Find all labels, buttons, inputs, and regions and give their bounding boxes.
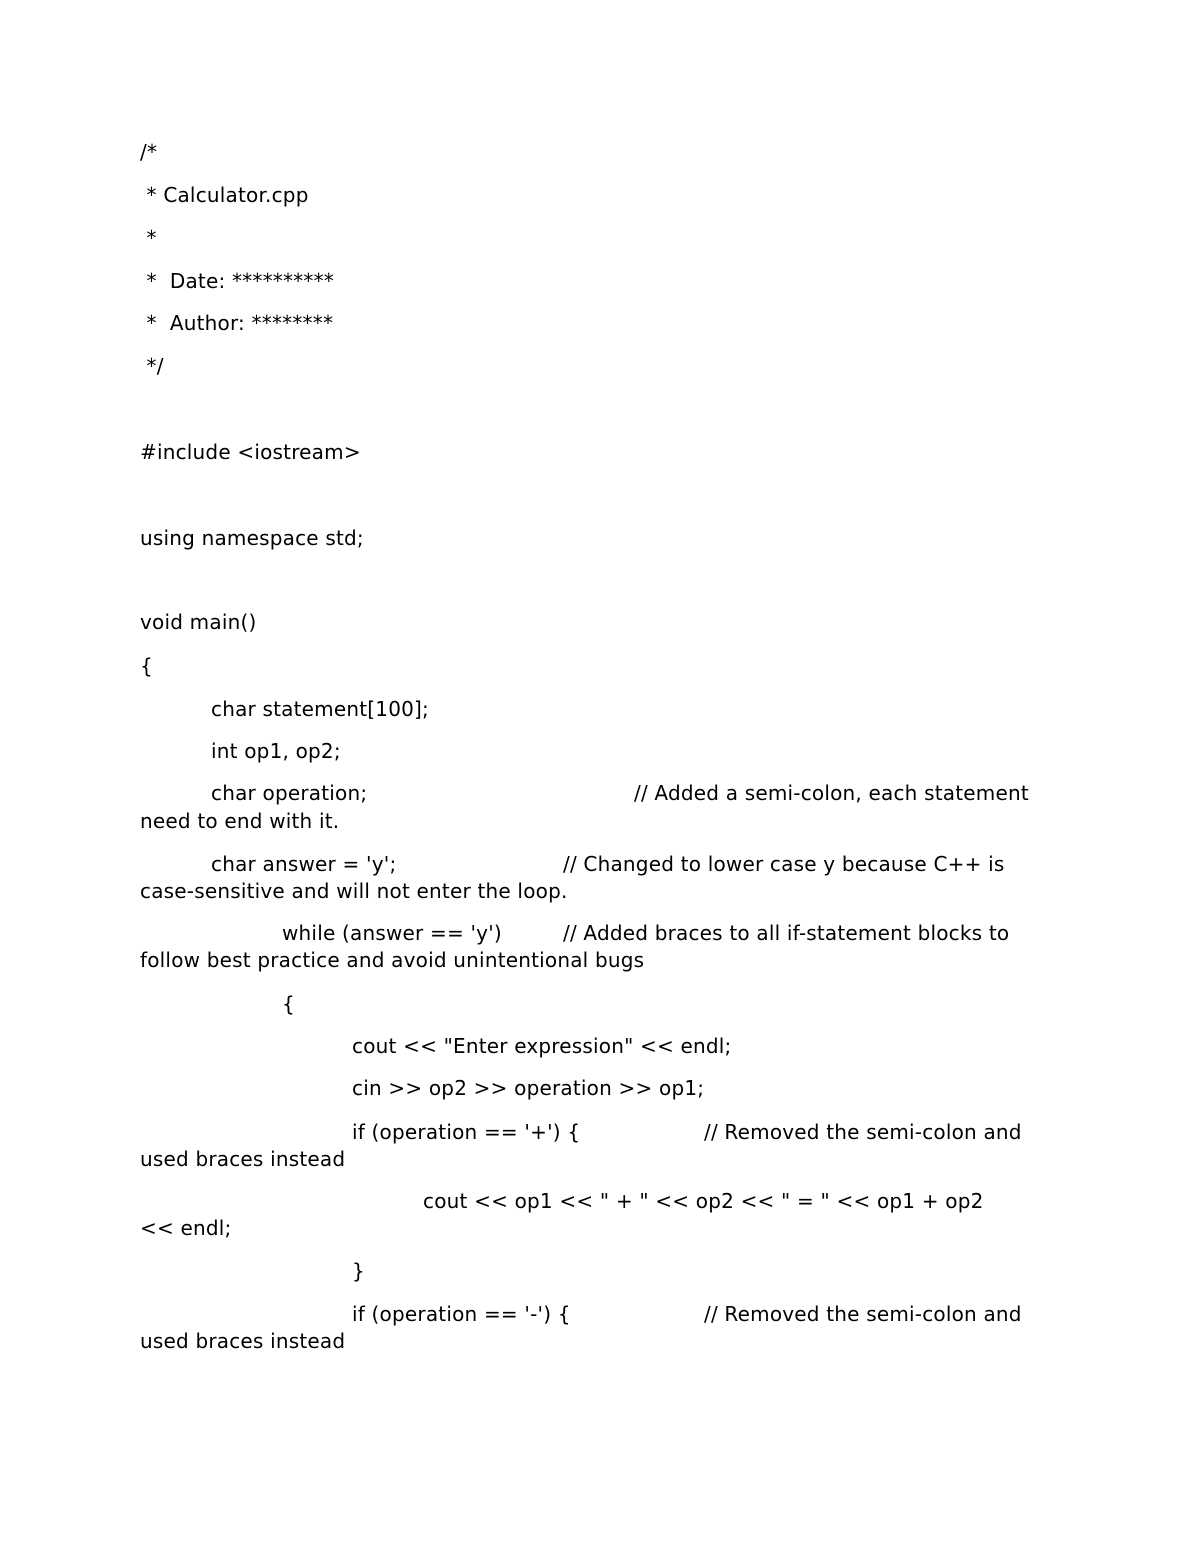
comment-close: */ [140,354,164,378]
cout-sum-cont: << endl; [140,1216,232,1240]
decl-statement: char statement[100]; [211,697,429,721]
comment-semicolon-cont: need to end with it. [140,809,340,833]
comment-braces-cont: follow best practice and avoid unintentional bugs [140,948,645,972]
comment-removed-plus-cont: used braces instead [140,1147,346,1171]
include-line: #include <iostream> [140,440,361,464]
decl-operation: char operation; [211,781,368,805]
if-plus-line: if (operation == '+') { [352,1120,581,1144]
cout-prompt-line: cout << "Enter expression" << endl; [352,1034,732,1058]
comment-removed-plus: // Removed the semi-colon and [704,1120,1022,1144]
comment-date: * Date: ********** [140,269,334,293]
comment-removed-minus-cont: used braces instead [140,1329,346,1353]
main-signature: void main() [140,610,257,634]
decl-operands: int op1, op2; [211,739,341,763]
comment-removed-minus: // Removed the semi-colon and [704,1302,1022,1326]
if-minus-line: if (operation == '-') { [352,1302,571,1326]
comment-author: * Author: ******** [140,311,334,335]
comment-filename: * Calculator.cpp [140,183,309,207]
while-line: while (answer == 'y') [282,921,502,945]
comment-semicolon: // Added a semi-colon, each statement [634,781,1029,805]
comment-lowercase-cont: case-sensitive and will not enter the loop. [140,879,568,903]
while-open-brace: { [282,992,295,1016]
cout-sum-line: cout << op1 << " + " << op2 << " = " << op1 + op2 [423,1189,984,1213]
comment-open: /* [140,140,158,164]
using-namespace-line: using namespace std; [140,526,364,550]
comment-braces: // Added braces to all if-statement blocks to [563,921,1010,945]
main-open-brace: { [140,654,153,678]
if-plus-close-brace: } [352,1259,365,1283]
decl-answer: char answer = 'y'; [211,852,397,876]
comment-lowercase: // Changed to lower case y because C++ is [563,852,1005,876]
cin-line: cin >> op2 >> operation >> op1; [352,1076,705,1100]
comment-blank: * [140,226,157,250]
